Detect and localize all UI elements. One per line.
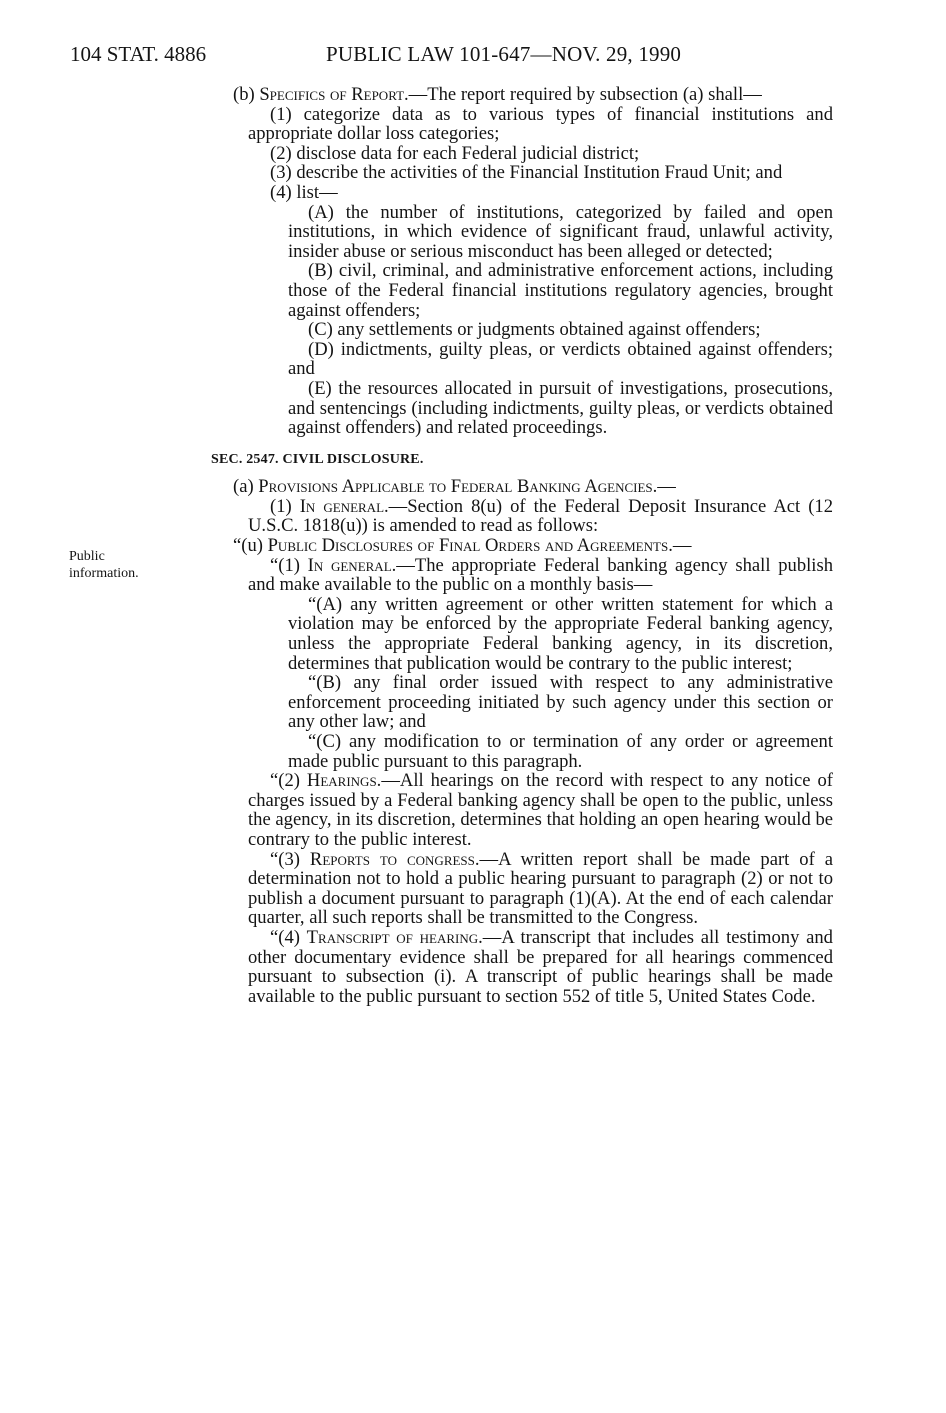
- section-heading: [211, 450, 833, 470]
- amended-paragraph-3-label: “(3): [270, 848, 310, 870]
- paragraph-in-general-label: (1): [270, 495, 300, 517]
- subparagraph-c: (C) any settlements or judgments obtained against offenders;: [308, 319, 761, 341]
- subparagraph-b: (B) civil, criminal, and administrative enforcement actions, including those of the Federal financial institutions regulatory agencies, brought against offenders;: [288, 260, 833, 321]
- amended-paragraph-4-text: .—A transcript that includes all testimony and other documentary evidence shall be prepared for all hearings commenced pursuant to subsection (i). A transcript of public hearings shall be made available to the public pursuant to section 552 of title 5, United States Code.: [248, 926, 833, 1007]
- margin-note-line-2: information.: [69, 566, 139, 581]
- subsection-a-dash: .—: [652, 476, 676, 498]
- subparagraph-a: (A) the number of institutions, categorized by failed and open institutions, in which evidence of significant fraud, unlawful activity, insider abuse or serious misconduct has been alleged or detected;: [288, 201, 833, 262]
- amended-paragraph-3-text: .—A written report shall be made part of a determination not to hold a public hearing pursuant to paragraph (2) or not to publish a document pursuant to paragraph (1)(A). At the end of each calendar quarter, all such reports shall be transmitted to the Congress.: [248, 848, 833, 929]
- amended-paragraph-4-label: “(4): [270, 926, 307, 948]
- amended-paragraph-1: [211, 556, 833, 595]
- subsection-b-label: (b): [233, 84, 260, 105]
- paragraph-2: (2) disclose data for each Federal judicial district;: [270, 142, 640, 164]
- public-law-title: PUBLIC LAW 101-647—NOV. 29, 1990: [326, 42, 682, 66]
- amended-paragraph-2: [211, 771, 833, 849]
- subsection-a: [211, 477, 833, 497]
- page-header: [70, 40, 870, 70]
- subsection-a-label: (a): [233, 476, 259, 498]
- amended-subparagraph-a: “(A) any written agreement or other written statement for which a violation may be enforced by the appropriate Federal banking agency, unless the appropriate Federal banking agency, in its discretion, determines that publication would be contrary to the public interest;: [288, 593, 833, 674]
- amended-paragraph-2-heading: Hearings: [306, 770, 377, 792]
- paragraph-3: (3) describe the activities of the Financial Institution Fraud Unit; and: [270, 162, 783, 184]
- subsection-b-text: .—The report required by subsection (a) shall—: [404, 84, 762, 105]
- amended-paragraph-3: [211, 850, 833, 928]
- amended-paragraph-1-heading: In general: [307, 554, 392, 576]
- section-title: CIVIL DISCLOSURE.: [282, 451, 424, 467]
- subparagraph-e: (E) the resources allocated in pursuit of investigations, prosecutions, and sentencings (including indictments, guilty pleas, or verdicts obtained against offenders) and related proceedings.: [288, 377, 833, 439]
- amended-paragraph-3-heading: Reports to congress: [309, 848, 475, 870]
- amended-subsection-u-label: “(u): [233, 535, 268, 557]
- amended-paragraph-2-label: “(2): [270, 770, 307, 792]
- amended-subsection-u: [211, 536, 833, 556]
- statute-page-number: 104 STAT. 4886: [70, 42, 207, 66]
- body-text: [211, 85, 833, 1006]
- amended-paragraph-1-label: “(1): [270, 554, 308, 576]
- margin-note-line-1: Public: [69, 549, 105, 564]
- amended-paragraph-4: [211, 928, 833, 1006]
- amended-paragraph-2-text: .—All hearings on the record with respect to any notice of charges issued by a Federal banking agency shall be open to the public, unless the agency, in its discretion, determines that holding an open hearing would be contrary to the public interest.: [248, 770, 833, 850]
- paragraph-in-general-text: .—Section 8(u) of the Federal Deposit Insurance Act (12 U.S.C. 1818(u)) is amended to read as follows:: [248, 495, 833, 537]
- margin-note: [69, 548, 179, 582]
- subsection-b-heading: Specifics of Report: [259, 84, 405, 105]
- paragraph-in-general: [211, 497, 833, 536]
- amended-subsection-u-heading: Public Disclosures of Final Orders and Agreements: [267, 535, 669, 557]
- subsection-b: [211, 85, 833, 105]
- paragraph-1: (1) categorize data as to various types of financial institutions and appropriate dollar loss categories;: [248, 103, 833, 145]
- amended-paragraph-1-text: .—The appropriate Federal banking agency shall publish and make available to the public on a monthly basis—: [248, 554, 833, 596]
- section-number: SEC. 2547.: [211, 451, 279, 467]
- amended-subparagraph-b: “(B) any final order issued with respect to any administrative enforcement proceeding initiated by such agency under this section or any other law; and: [288, 672, 833, 733]
- subparagraph-d: (D) indictments, guilty pleas, or verdicts obtained against offenders; and: [288, 338, 833, 380]
- amended-subsection-u-dash: .—: [668, 535, 692, 557]
- subsection-a-heading: Provisions Applicable to Federal Banking Agencies: [258, 476, 653, 498]
- paragraph-4: (4) list—: [270, 181, 338, 203]
- amended-subparagraph-c: “(C) any modification to or termination of any order or agreement made public pursuant to this paragraph.: [288, 731, 833, 772]
- paragraph-in-general-heading: In general: [299, 495, 385, 517]
- amended-paragraph-4-heading: Transcript of hearing: [306, 926, 479, 948]
